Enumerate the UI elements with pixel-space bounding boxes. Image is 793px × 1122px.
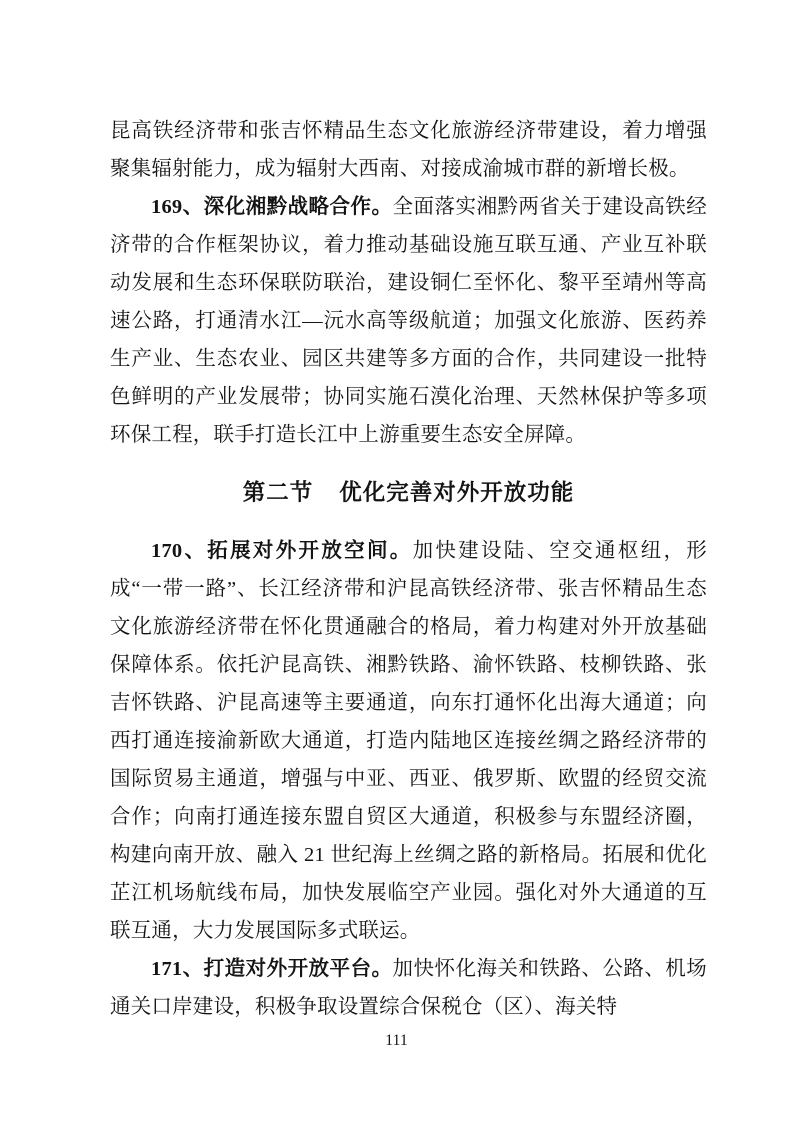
item-170-lead: 170、拓展对外开放空间。 — [151, 540, 413, 562]
item-169-body: 全面落实湘黔两省关于建设高铁经济带的合作框架协议，着力推动基础设施互联互通、产业互补联动发展和生态环保联防联治，建设铜仁至怀化、黎平至靖州等高速公路，打通清水江—沅水高等级航道；加强文化旅游、医药养生产业、生态农业、园区共建等多方面的合作，共同建设一批特色鲜明的产业发展带；协同实施石漠化治理、天然林保护等多项环保工程，联手打造长江中上游重要生态安全屏障。 — [110, 196, 707, 446]
paragraph-item-170 — [110, 532, 707, 950]
paragraph-continuation — [110, 112, 707, 188]
section-heading — [110, 474, 707, 512]
item-169-lead: 169、深化湘黔战略合作。 — [151, 196, 393, 218]
page-number: 111 — [385, 1032, 408, 1049]
section-heading-title: 优化完善对外开放功能 — [339, 480, 575, 505]
paragraph-continuation-text: 昆高铁经济带和张吉怀精品生态文化旅游经济带建设，着力增强聚集辐射能力，成为辐射大西南、对接成渝城市群的新增长极。 — [110, 120, 707, 180]
paragraph-item-171 — [110, 950, 707, 1026]
item-170-body: 加快建设陆、空交通枢纽，形成“一带一路”、长江经济带和沪昆高铁经济带、张吉怀精品生态文化旅游经济带在怀化贯通融合的格局，着力构建对外开放基础保障体系。依托沪昆高铁、湘黔铁路、渝怀铁路、枝柳铁路、张吉怀铁路、沪昆高速等主要通道，向东打通怀化出海大通道；向西打通连接渝新欧大通道，打造内陆地区连接丝绸之路经济带的国际贸易主通道，增强与中亚、西亚、俄罗斯、欧盟的经贸交流合作；向南打通连接东盟自贸区大通道，积极参与东盟经济圈，构建向南开放、融入 21 世纪海上丝绸之路的新格局。拓展和优化芷江机场航线布局，加快发展临空产业园。强化对外大通道的互联互通，大力发展国际多式联运。 — [110, 540, 707, 942]
paragraph-item-169 — [110, 188, 707, 454]
item-171-body: 加快怀化海关和铁路、公路、机场通关口岸建设，积极争取设置综合保税仓（区）、海关特 — [110, 958, 707, 1018]
item-171-lead: 171、打造对外开放平台。 — [151, 958, 393, 980]
page-content — [110, 112, 707, 1026]
section-heading-number: 第二节 — [242, 480, 314, 505]
